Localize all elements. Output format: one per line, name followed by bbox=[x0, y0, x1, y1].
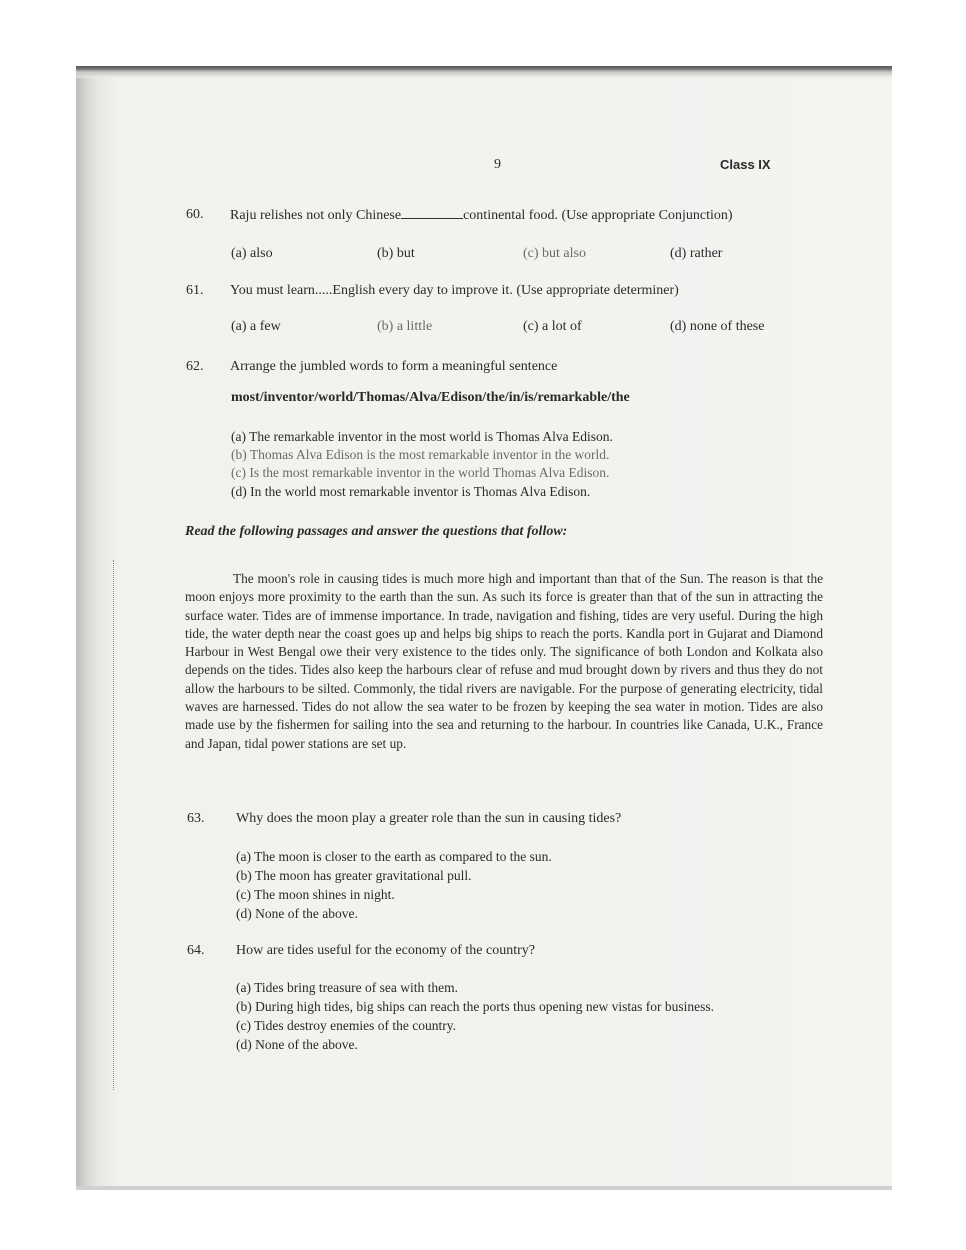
option: (a) a few bbox=[231, 319, 281, 334]
option: (b) a little bbox=[377, 319, 433, 334]
question-stem: You must learn.....English every day to improve it. (Use appropriate determiner) bbox=[230, 283, 679, 298]
question-number: 60. bbox=[186, 207, 204, 222]
question-stem bbox=[230, 206, 733, 225]
option: (b) The moon has greater gravitational pull. bbox=[236, 868, 472, 883]
page-top-edge bbox=[76, 66, 892, 78]
option: (b) During high tides, big ships can reach the ports thus opening new vistas for business. bbox=[236, 999, 715, 1014]
jumbled-words: most/inventor/world/Thomas/Alva/Edison/the/in/is/remarkable/the bbox=[231, 390, 630, 405]
option: (d) rather bbox=[670, 246, 723, 261]
question-number: 62. bbox=[186, 359, 204, 374]
question-stem: How are tides useful for the economy of the country? bbox=[236, 943, 535, 958]
option: (c) but also bbox=[523, 246, 586, 261]
binding-shadow bbox=[76, 78, 116, 1190]
question-number: 64. bbox=[187, 943, 205, 958]
option: (a) The remarkable inventor in the most world is Thomas Alva Edison. bbox=[231, 429, 613, 444]
option: (d) None of the above. bbox=[236, 906, 358, 921]
page-number: 9 bbox=[494, 157, 501, 172]
section-instruction: Read the following passages and answer the questions that follow: bbox=[185, 524, 568, 539]
option: (c) Tides destroy enemies of the country. bbox=[236, 1018, 456, 1033]
option: (c) Is the most remarkable inventor in the world Thomas Alva Edison. bbox=[231, 465, 610, 480]
option: (a) The moon is closer to the earth as compared to the sun. bbox=[236, 849, 552, 864]
option: (c) The moon shines in night. bbox=[236, 887, 395, 902]
question-number: 63. bbox=[187, 811, 205, 826]
stem-before-blank: Raju relishes not only Chinese bbox=[230, 208, 402, 223]
option: (b) but bbox=[377, 246, 415, 261]
stem-after-blank: continental food. (Use appropriate Conjunction) bbox=[463, 208, 733, 223]
option: (d) None of the above. bbox=[236, 1037, 358, 1052]
reading-passage: The moon's role in causing tides is much more high and important than that of the Sun. The reason is that the moon enjoys more proximity to the earth than the sun. As such its force is greater than that of the sun in attracting the surface water. Tides are of immense importance. In trade, navigation and fishing, tides are very useful. During the high tide, the water depth near the coast goes up and helps big ships to reach the ports. Kandla port in Gujarat and Diamond Harbour in West Bengal owe their very existence to the tides only. The significance of both London and Kolkata also depends on the tides. Tides also keep the harbours clear of refuse and mud brought down by rivers and thus they do not allow the harbours to be silted. Commonly, the tidal rivers are navigable. For the purpose of generating electricity, tidal waves are harnessed. Tides do not allow the sea water to be frozen by keeping the sea water in motion. Tides are also made use by the fishermen for sailing into the sea and returning to the harbour. In countries like Canada, U.K., France and Japan, tidal power stations are set up. bbox=[185, 571, 823, 751]
question-stem: Why does the moon play a greater role than the sun in causing tides? bbox=[236, 811, 622, 826]
option: (c) a lot of bbox=[523, 319, 582, 334]
page-bottom-edge bbox=[76, 1186, 892, 1190]
option: (d) In the world most remarkable inventor is Thomas Alva Edison. bbox=[231, 484, 591, 499]
option: (a) Tides bring treasure of sea with them. bbox=[236, 980, 458, 995]
option: (d) none of these bbox=[670, 319, 765, 334]
question-stem: Arrange the jumbled words to form a meaningful sentence bbox=[230, 359, 558, 374]
option: (b) Thomas Alva Edison is the most remarkable inventor in the world. bbox=[231, 447, 610, 462]
option: (a) also bbox=[231, 246, 273, 261]
answer-blank bbox=[401, 206, 463, 219]
question-number: 61. bbox=[186, 283, 204, 298]
class-label: Class IX bbox=[720, 157, 771, 172]
binding-perforation bbox=[113, 560, 115, 1090]
